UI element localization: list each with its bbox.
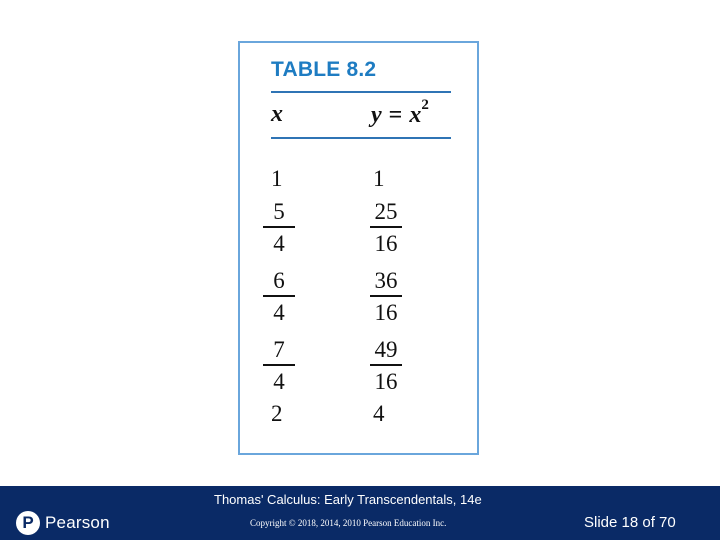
column-header-y-lhs: y bbox=[371, 102, 382, 128]
table-cell-x-fraction bbox=[263, 200, 295, 255]
table-cell-x: 1 bbox=[271, 166, 283, 191]
table-cell-x: 2 bbox=[271, 401, 283, 426]
fraction-denominator: 4 bbox=[273, 300, 285, 325]
table-figure bbox=[238, 41, 479, 455]
fraction-bar bbox=[263, 364, 295, 366]
column-header-y-exponent: 2 bbox=[421, 97, 429, 113]
fraction-numerator: 5 bbox=[273, 199, 285, 224]
fraction-numerator: 49 bbox=[374, 337, 398, 362]
pearson-logo-icon: P bbox=[16, 511, 40, 535]
table-cell-x-fraction bbox=[263, 338, 295, 393]
table-title: TABLE 8.2 bbox=[271, 58, 377, 81]
fraction-bar bbox=[263, 295, 295, 297]
fraction-numerator: 7 bbox=[273, 337, 285, 362]
table-cell-x-fraction bbox=[263, 269, 295, 324]
fraction-numerator: 6 bbox=[273, 268, 285, 293]
column-header-y bbox=[371, 97, 429, 129]
fraction-denominator: 4 bbox=[273, 231, 285, 256]
table-cell-y: 4 bbox=[373, 401, 385, 426]
pearson-logo-text: Pearson bbox=[45, 513, 110, 532]
fraction-numerator: 25 bbox=[374, 199, 398, 224]
fraction-denominator: 4 bbox=[273, 369, 285, 394]
table-header-rule bbox=[271, 137, 451, 139]
fraction-denominator: 16 bbox=[374, 300, 398, 325]
column-header-y-equals: = bbox=[388, 102, 403, 128]
pearson-logo bbox=[16, 510, 110, 536]
table-cell-y-fraction bbox=[370, 338, 402, 393]
table-cell-y-fraction bbox=[370, 200, 402, 255]
fraction-bar bbox=[370, 295, 402, 297]
fraction-bar bbox=[370, 226, 402, 228]
column-header-y-rhs: x bbox=[409, 102, 422, 128]
column-header-x: x bbox=[271, 101, 283, 127]
fraction-bar bbox=[263, 226, 295, 228]
fraction-denominator: 16 bbox=[374, 231, 398, 256]
fraction-denominator: 16 bbox=[374, 369, 398, 394]
table-cell-y: 1 bbox=[373, 166, 385, 191]
slide-number: Slide 18 of 70 bbox=[584, 514, 676, 531]
book-title: Thomas' Calculus: Early Transcendentals, 14e bbox=[214, 492, 482, 507]
copyright-notice: Copyright © 2018, 2014, 2010 Pearson Education Inc. bbox=[250, 518, 447, 528]
table-cell-y-fraction bbox=[370, 269, 402, 324]
slide-footer bbox=[0, 486, 720, 540]
table-top-rule bbox=[271, 91, 451, 93]
fraction-numerator: 36 bbox=[374, 268, 398, 293]
fraction-bar bbox=[370, 364, 402, 366]
